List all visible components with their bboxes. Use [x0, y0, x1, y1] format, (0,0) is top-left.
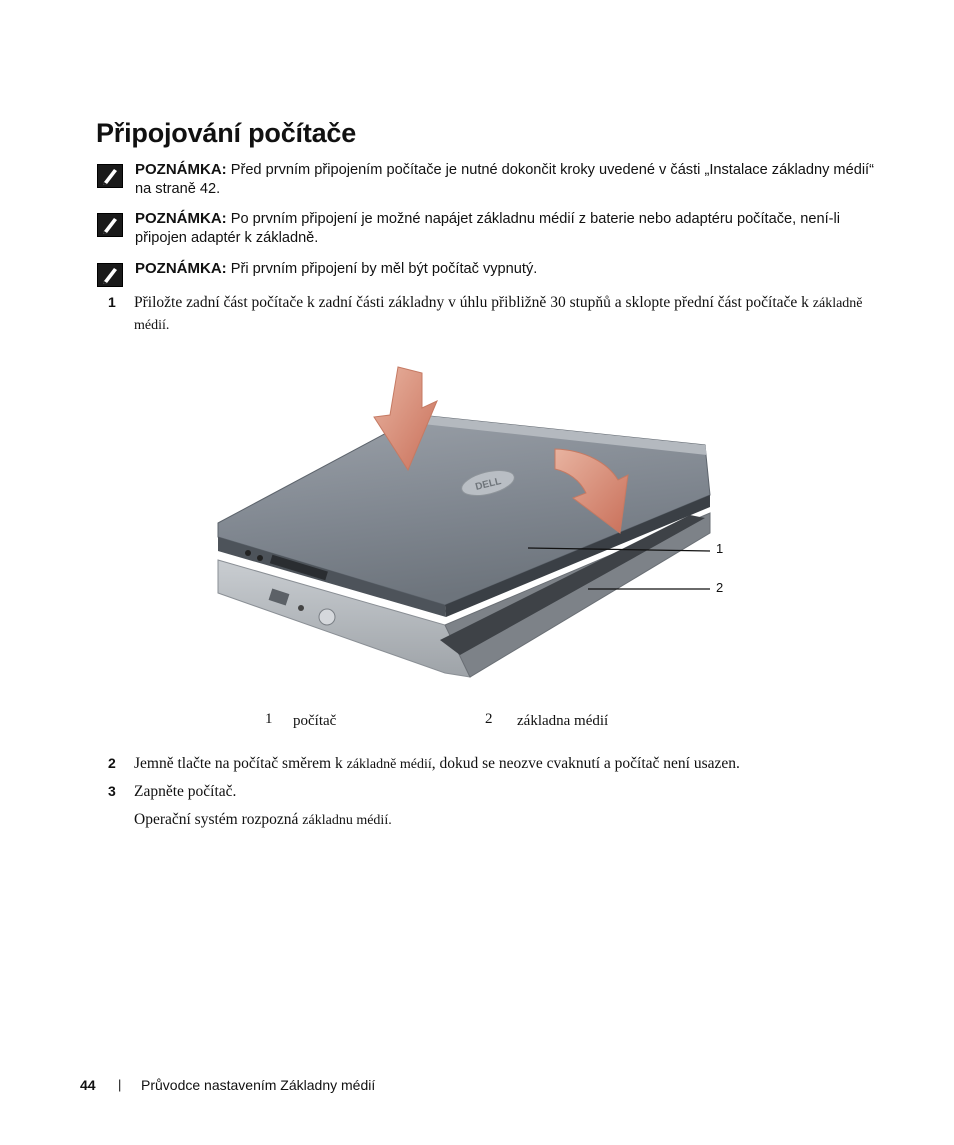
legend-number-2: 2: [485, 711, 493, 727]
step-number: 1: [108, 294, 116, 310]
step-text-main: Přiložte zadní část počítače k zadní části základny v úhlu přibližně 30 stupňů a sklopte přední část počítače k: [134, 294, 809, 311]
page-title: Připojování počítače: [96, 118, 357, 148]
callout-number-1: 1: [716, 541, 724, 556]
callout-number-2: 2: [716, 580, 724, 595]
step-text-main: Jemně tlačte na počítač směrem k: [134, 755, 343, 772]
note-pencil-icon: [97, 164, 123, 188]
note-body: Při prvním připojení by měl být počítač vypnutý.: [230, 261, 538, 277]
dell-logo: DELL: [474, 475, 503, 493]
page-number: 44: [80, 1077, 96, 1093]
result-text-small: základnu médií.: [302, 813, 392, 828]
note-text: [135, 259, 875, 279]
step-number: 2: [108, 755, 116, 771]
step-text-main: Zapněte počítač.: [134, 783, 237, 800]
legend-label-1: počítač: [293, 713, 337, 729]
footer-title: Průvodce nastavením Základny médií: [141, 1077, 376, 1093]
note-pencil-icon: [97, 213, 123, 237]
footer-separator: |: [118, 1077, 122, 1092]
note-text: [135, 160, 875, 199]
note-label: POZNÁMKA:: [135, 260, 227, 277]
step-number: 3: [108, 783, 116, 799]
docking-illustration: [210, 355, 740, 695]
result-text: [134, 809, 864, 831]
step-text: [134, 781, 864, 802]
step-text-small: základně médií: [346, 757, 432, 772]
note-body: Před prvním připojením počítače je nutné dokončit kroky uvedené v části „Instalace základny médií“ na straně 42.: [135, 162, 874, 197]
note-label: POZNÁMKA:: [135, 161, 227, 178]
note-text: [135, 209, 875, 248]
step-text: [134, 292, 864, 336]
note-pencil-icon: [97, 263, 123, 287]
note-label: POZNÁMKA:: [135, 210, 227, 227]
step-text-end: , dokud se neozve cvaknutí a počítač není usazen.: [431, 755, 740, 772]
legend-label-2: základna médií: [517, 713, 609, 729]
step-text: [134, 753, 864, 775]
legend-number-1: 1: [265, 711, 273, 727]
result-text-main: Operační systém rozpozná: [134, 811, 299, 828]
note-body: Po prvním připojení je možné napájet základnu médií z baterie nebo adaptéru počítače, není-li připojen adaptér k základně.: [135, 211, 840, 246]
step-text-small: základně médií.: [134, 296, 863, 333]
